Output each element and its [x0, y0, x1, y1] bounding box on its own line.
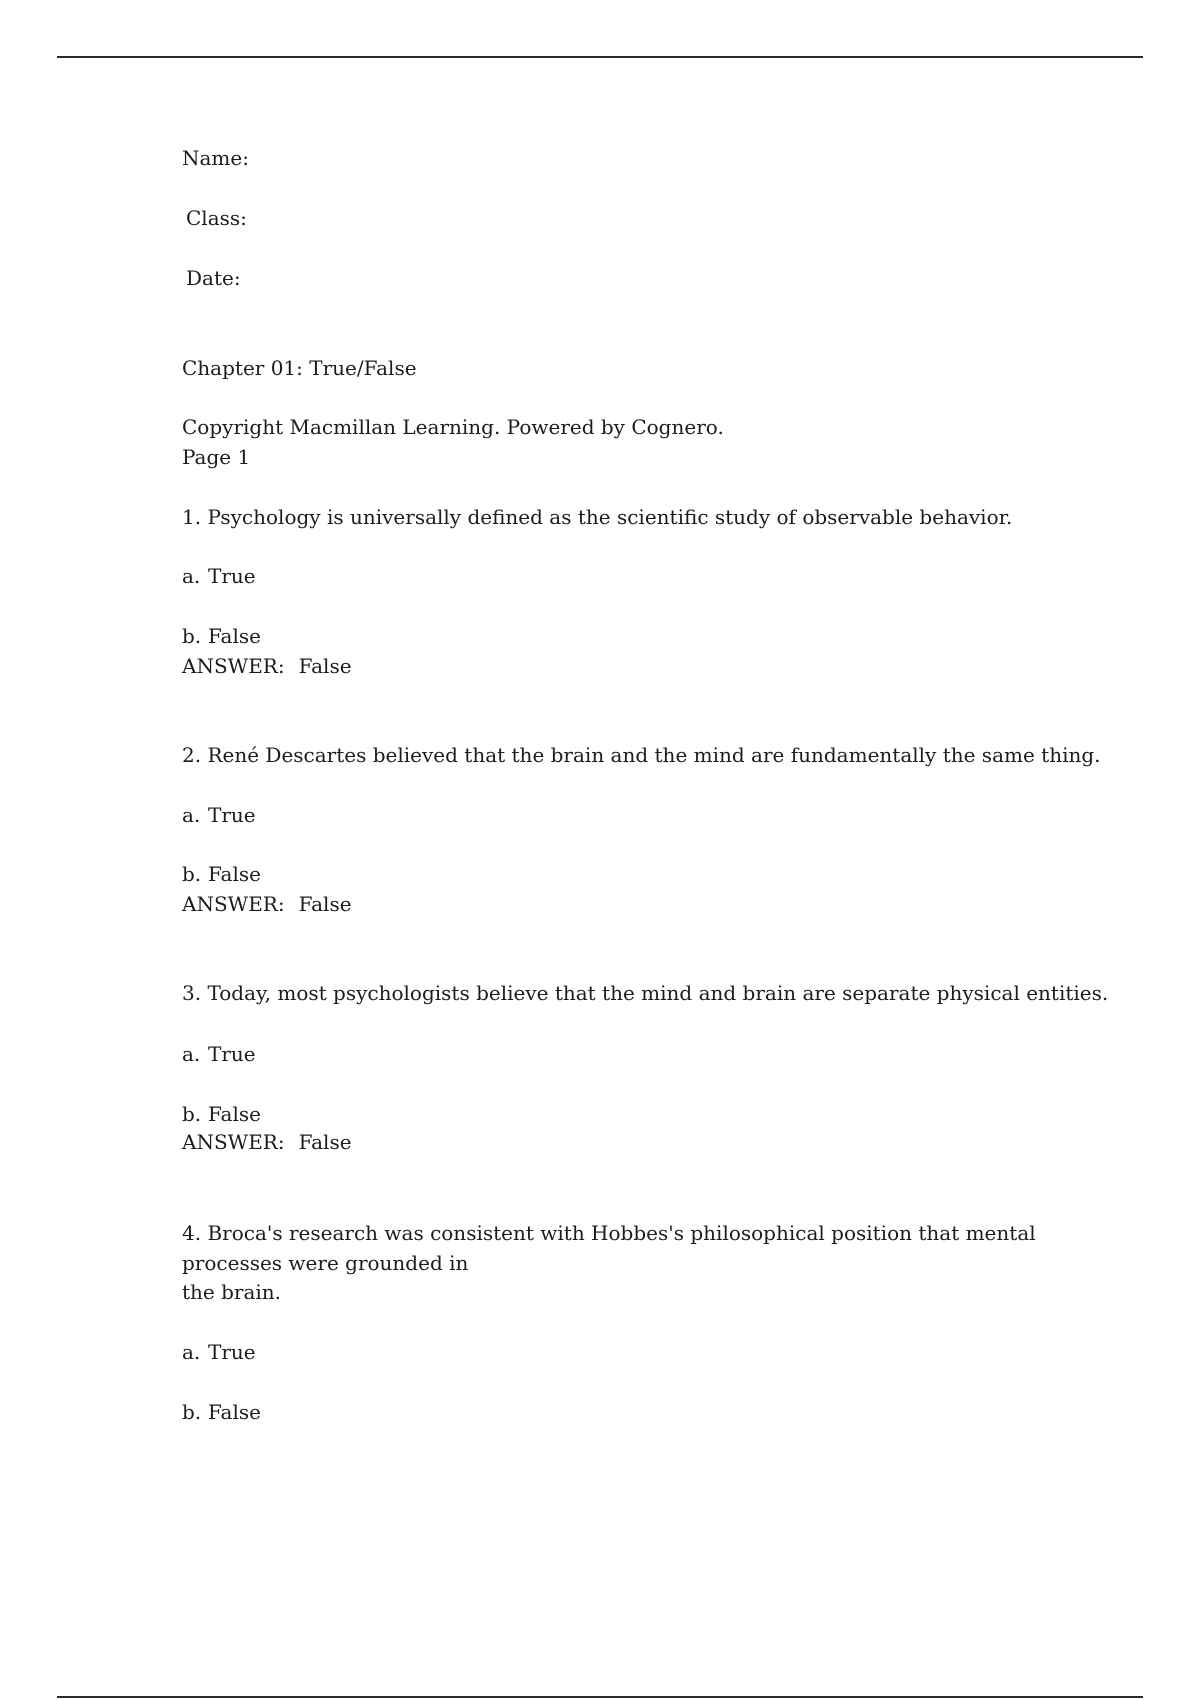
chapter-title: Chapter 01: True/False	[182, 356, 417, 380]
question-3-answer	[182, 1127, 352, 1157]
question-3-option-a	[182, 1039, 256, 1069]
option-letter: a.	[182, 1340, 201, 1364]
question-4-text-line-1: 4. Broca's research was consistent with Hobbes's philosophical position that mental	[182, 1221, 1036, 1245]
option-letter: a.	[182, 803, 201, 827]
question-4-text-line-3: the brain.	[182, 1280, 282, 1304]
date-label: Date:	[186, 266, 241, 290]
option-text: True	[208, 803, 256, 827]
option-text: True	[208, 1340, 256, 1364]
option-text: False	[208, 624, 261, 648]
question-4-text-line-2: processes were grounded in	[182, 1251, 469, 1275]
answer-value: False	[298, 654, 352, 678]
option-letter: a.	[182, 1042, 201, 1066]
option-letter: b.	[182, 624, 202, 648]
answer-label: ANSWER:	[182, 1130, 285, 1154]
class-label: Class:	[186, 206, 247, 230]
question-2-answer	[182, 889, 352, 919]
question-4-option-a	[182, 1337, 256, 1367]
copyright-text: Copyright Macmillan Learning. Powered by Cognero.	[182, 415, 724, 439]
option-text: True	[208, 1042, 256, 1066]
top-rule	[57, 56, 1143, 58]
page-number: Page 1	[182, 445, 251, 469]
name-label: Name:	[182, 146, 249, 170]
question-2-text: 2. René Descartes believed that the brain and the mind are fundamentally the same thing.	[182, 743, 1101, 767]
question-1-option-b	[182, 621, 261, 651]
question-4-option-b	[182, 1397, 261, 1427]
question-2-option-b	[182, 859, 261, 889]
question-3-text: 3. Today, most psychologists believe that the mind and brain are separate physical entities.	[182, 981, 1109, 1005]
option-text: False	[208, 1102, 261, 1126]
answer-label: ANSWER:	[182, 654, 285, 678]
option-letter: a.	[182, 564, 201, 588]
option-text: False	[208, 1400, 261, 1424]
answer-value: False	[298, 892, 352, 916]
option-text: False	[208, 862, 261, 886]
option-letter: b.	[182, 1400, 202, 1424]
option-letter: b.	[182, 1102, 202, 1126]
option-letter: b.	[182, 862, 202, 886]
question-1-option-a	[182, 561, 256, 591]
option-text: True	[208, 564, 256, 588]
question-3-option-b	[182, 1099, 261, 1129]
question-1-text: 1. Psychology is universally defined as the scientific study of observable behavior.	[182, 505, 1013, 529]
question-2-option-a	[182, 800, 256, 830]
bottom-rule	[57, 1696, 1143, 1698]
answer-value: False	[298, 1130, 352, 1154]
question-1-answer	[182, 651, 352, 681]
answer-label: ANSWER:	[182, 892, 285, 916]
